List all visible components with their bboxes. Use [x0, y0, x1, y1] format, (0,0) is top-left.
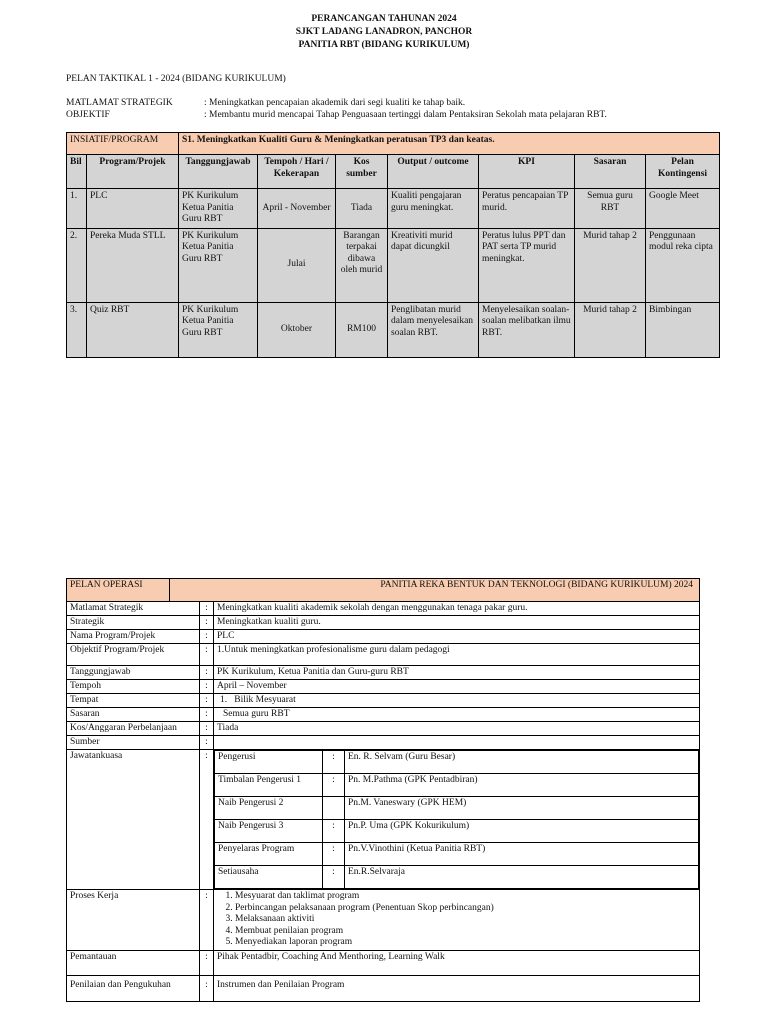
field-colon: :	[200, 630, 214, 644]
field-colon: :	[200, 975, 214, 1001]
committee-row	[215, 751, 699, 774]
penilaian-row	[67, 975, 700, 1001]
field-row	[67, 708, 700, 722]
penilaian-label: Penilaian dan Pengukuhan	[67, 975, 200, 1001]
col-header-tanggungjawab: Tanggungjawab	[179, 155, 258, 189]
cell-kos: Barangan terpakai dibawa oleh murid	[336, 228, 388, 302]
field-label: Tanggungjawab	[67, 666, 200, 680]
header-line-2: SJKT LADANG LANADRON, PANCHOR	[295, 27, 473, 37]
cell-program: PLC	[87, 189, 179, 229]
field-colon: :	[200, 708, 214, 722]
committee-colon: :	[323, 751, 345, 774]
committee-colon	[323, 797, 345, 820]
cell-tempoh: Julai	[258, 228, 336, 302]
field-colon: :	[200, 736, 214, 750]
field-row	[67, 630, 700, 644]
cell-bil: 3.	[67, 302, 87, 357]
col-header-kpi: KPI	[479, 155, 575, 189]
field-label: Matlamat Strategik	[67, 602, 200, 616]
table-row	[67, 189, 720, 229]
committee-colon: :	[323, 774, 345, 797]
penilaian-value: Instrumen dan Penilaian Program	[214, 975, 700, 1001]
header-line-1: PERANCANGAN TAHUNAN 2024	[311, 14, 457, 24]
field-row	[67, 722, 700, 736]
pemantauan-value: Pihak Pentadbir, Coaching And Menthoring, Learning Walk	[214, 950, 700, 975]
field-colon: :	[200, 950, 214, 975]
table-row	[67, 302, 720, 357]
col-header-output: Output / outcome	[388, 155, 479, 189]
committee-name: En.R.Selvaraja	[345, 866, 699, 889]
list-item: 1. Mesyuarat dan taklimat program	[235, 891, 696, 903]
field-colon: :	[200, 694, 214, 708]
committee-name: Pn.V.Vinothini (Ketua Panitia RBT)	[345, 843, 699, 866]
cell-program: Quiz RBT	[87, 302, 179, 357]
committee-role: Penyelaras Program	[215, 843, 323, 866]
field-value: April – November	[214, 680, 700, 694]
matlamat-label: MATLAMAT STRATEGIK	[66, 98, 173, 108]
cell-tanggungjawab: PK Kurikulum Ketua Panitia Guru RBT	[179, 228, 258, 302]
field-label: Objektif Program/Projek	[67, 644, 200, 666]
pelan-operasi-label: PELAN OPERASI	[67, 579, 170, 602]
field-label: Sumber	[67, 736, 200, 750]
field-value: Meningkatkan kualiti guru.	[214, 616, 700, 630]
field-label: Kos/Anggaran Perbelanjaan	[67, 722, 200, 736]
cell-kos: Tiada	[336, 189, 388, 229]
field-row	[67, 602, 700, 616]
table-row	[67, 228, 720, 302]
field-label: Sasaran	[67, 708, 200, 722]
cell-tempoh: April - November	[258, 189, 336, 229]
list-item: 2. Perbincangan pelaksanaan program (Penentuan Skop perbincangan)	[235, 903, 696, 915]
pelan-operasi-table	[66, 578, 700, 1002]
committee-role: Setiausaha	[215, 866, 323, 889]
meta-block	[66, 97, 607, 121]
list-item: 3. Melaksanaan aktiviti	[235, 914, 696, 926]
col-header-sasaran: Sasaran	[575, 155, 646, 189]
pelan-taktikal-table	[66, 132, 720, 358]
field-row	[67, 616, 700, 630]
list-item: 4. Membuat penilaian program	[235, 926, 696, 938]
field-label: Nama Program/Projek	[67, 630, 200, 644]
header-line-3: PANITIA RBT (BIDANG KURIKULUM)	[298, 40, 470, 50]
proses-list	[217, 891, 696, 949]
field-label: Strategik	[67, 616, 200, 630]
panitia-title: PANITIA REKA BENTUK DAN TEKNOLOGI (BIDANG KURIKULUM) 2024	[170, 579, 700, 602]
col-header-bil: Bil	[67, 155, 87, 189]
committee-row	[215, 843, 699, 866]
committee-role: Timbalan Pengerusi 1	[215, 774, 323, 797]
field-value: 1. Bilik Mesyuarat	[214, 694, 700, 708]
cell-output: Kualiti pengajaran guru meningkat.	[388, 189, 479, 229]
cell-sasaran: Murid tahap 2	[575, 302, 646, 357]
field-row	[67, 666, 700, 680]
col-header-program: Program/Projek	[87, 155, 179, 189]
col-header-kos: Kos sumber	[336, 155, 388, 189]
committee-name: Pn.M. Vaneswary (GPK HEM)	[345, 797, 699, 820]
cell-kontingensi: Bimbingan	[646, 302, 720, 357]
cell-kpi: Menyelesaikan soalan-soalan melibatkan ilmu RBT.	[479, 302, 575, 357]
field-label: Tempat	[67, 694, 200, 708]
cell-output: Penglibatan murid dalam menyelesaikan soalan RBT.	[388, 302, 479, 357]
field-row	[67, 694, 700, 708]
inisiatif-label: INSIATIF/PROGRAM	[67, 133, 179, 155]
pelan-taktikal-title: PELAN TAKTIKAL 1 - 2024 (BIDANG KURIKULUM)	[66, 74, 286, 84]
cell-kos: RM100	[336, 302, 388, 357]
committee-colon: :	[323, 843, 345, 866]
cell-output: Kreativiti murid dapat dicungkil	[388, 228, 479, 302]
field-label: Tempoh	[67, 680, 200, 694]
cell-kontingensi: Google Meet	[646, 189, 720, 229]
committee-name: En. R. Selvam (Guru Besar)	[345, 751, 699, 774]
field-colon: :	[200, 680, 214, 694]
objektif-value: : Membantu murid mencapai Tahap Penguasaan tertinggi dalam Pentaksiran Sekolah mata pelajaran RBT.	[204, 110, 607, 120]
committee-row	[215, 866, 699, 889]
jawatankuasa-row	[67, 750, 700, 890]
pemantauan-row	[67, 950, 700, 975]
cell-kpi: Peratus pencapaian TP murid.	[479, 189, 575, 229]
cell-tempoh: Oktober	[258, 302, 336, 357]
proses-label: Proses Kerja	[67, 890, 200, 951]
cell-tanggungjawab: PK Kurikulum Ketua Panitia Guru RBT	[179, 189, 258, 229]
committee-row	[215, 797, 699, 820]
field-colon: :	[200, 890, 214, 951]
document-header	[0, 13, 768, 52]
field-value: Semua guru RBT	[214, 708, 700, 722]
objektif-label: OBJEKTIF	[66, 110, 110, 120]
committee-colon: :	[323, 820, 345, 843]
matlamat-value: : Meningkatkan pencapaian akademik dari segi kualiti ke tahap baik.	[204, 98, 466, 108]
committee-colon: :	[323, 866, 345, 889]
cell-sasaran: Murid tahap 2	[575, 228, 646, 302]
field-colon: :	[200, 750, 214, 890]
inisiatif-value: S1. Meningkatkan Kualiti Guru & Meningkatkan peratusan TP3 dan keatas.	[179, 133, 720, 155]
field-colon: :	[200, 666, 214, 680]
field-row	[67, 680, 700, 694]
field-row	[67, 644, 700, 666]
cell-kpi: Peratus lulus PPT dan PAT serta TP murid meningkat.	[479, 228, 575, 302]
field-colon: :	[200, 602, 214, 616]
committee-name: Pn. M.Pathma (GPK Pentadbiran)	[345, 774, 699, 797]
committee-role: Pengerusi	[215, 751, 323, 774]
cell-bil: 2.	[67, 228, 87, 302]
field-colon: :	[200, 644, 214, 666]
jawatankuasa-label: Jawatankuasa	[67, 750, 200, 890]
proses-row	[67, 890, 700, 951]
committee-role: Naib Pengerusi 3	[215, 820, 323, 843]
field-value: Meningkatkan kualiti akademik sekolah dengan menggunakan tenaga pakar guru.	[214, 602, 700, 616]
committee-row	[215, 820, 699, 843]
field-row	[67, 736, 700, 750]
field-colon: :	[200, 616, 214, 630]
field-value: PLC	[214, 630, 700, 644]
field-value: 1.Untuk meningkatkan profesionalisme guru dalam pedagogi	[214, 644, 700, 666]
list-item: 5. Menyediakan laporan program	[235, 937, 696, 949]
pemantauan-label: Pemantauan	[67, 950, 200, 975]
cell-kontingensi: Penggunaan modul reka cipta	[646, 228, 720, 302]
cell-program: Pereka Muda STLL	[87, 228, 179, 302]
cell-bil: 1.	[67, 189, 87, 229]
col-header-tempoh: Tempoh / Hari / Kekerapan	[258, 155, 336, 189]
cell-tanggungjawab: PK Kurikulum Ketua Panitia Guru RBT	[179, 302, 258, 357]
field-value: Tiada	[214, 722, 700, 736]
committee-row	[215, 774, 699, 797]
committee-role: Naib Pengerusi 2	[215, 797, 323, 820]
jawatankuasa-table	[214, 750, 699, 889]
cell-sasaran: Semua guru RBT	[575, 189, 646, 229]
field-colon: :	[200, 722, 214, 736]
committee-name: Pn.P. Uma (GPK Kokurikulum)	[345, 820, 699, 843]
col-header-kontingensi: Pelan Kontingensi	[646, 155, 720, 189]
field-value	[214, 736, 700, 750]
field-value: PK Kurikulum, Ketua Panitia dan Guru-guru RBT	[214, 666, 700, 680]
